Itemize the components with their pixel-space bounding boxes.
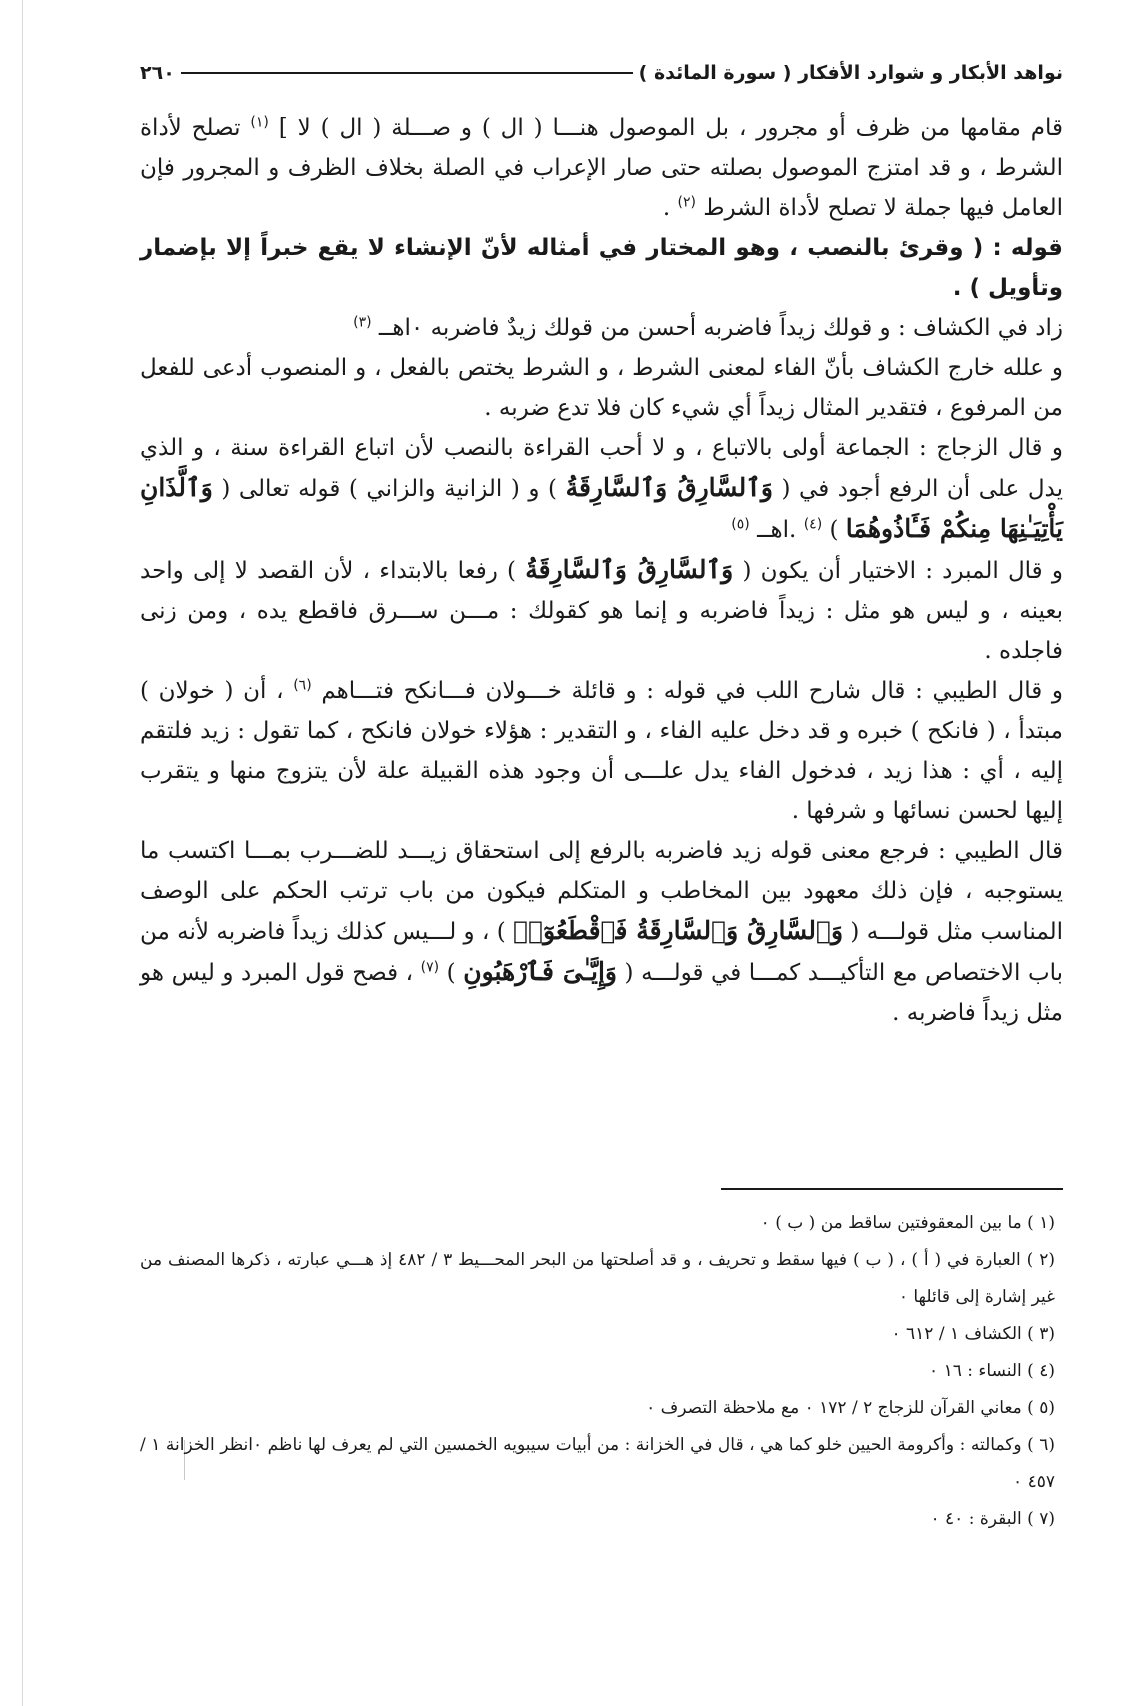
- header-title: نواهد الأبكار و شوارد الأفكار ( سورة المائدة ): [638, 62, 1063, 84]
- quran-verse: وَإِيَّـٰىَ فَٱرْهَبُونِ: [463, 957, 617, 986]
- body-text: [140, 108, 1063, 1033]
- footnote-separator: [721, 1188, 1063, 1190]
- paragraph-3: زاد في الكشاف : و قولك زيداً فاضربه أحسن من قولك زيدٌ فاضربه ٠اهــ $^{(٣)}$: [353, 314, 1063, 341]
- footnote-ref-1: (١): [250, 114, 269, 131]
- footnote-ref-4: (٤): [803, 516, 823, 533]
- paragraph-7: و قال الطيبي : قال شارح اللب في قوله : و قائلة خـــولان فـــانكح فتـــاهم $^{(٦)}$ ، أن ( خولان ) مبتدأ ، ( فانكح ) خبره و قد دخل عليه الفاء ، و التقدير : هؤلاء خولان فانكح ، كما تقول : زيد فلتقم إليه ، أي : هذا زيد ، فدخول الفاء يدل علـــى أن وجود هذه القبيلة علة لأن يتزوج منها و يتقرب إليها لحسن نسائها و شرفها .: [140, 677, 1064, 824]
- footnote-7: (٧ ) البقرة : ٤٠ ٠: [930, 1509, 1055, 1529]
- footnote-ref-6: (٦): [293, 677, 312, 694]
- scan-edge-line: [22, 0, 23, 1706]
- footnote-ref-5: (٥): [731, 516, 750, 533]
- footnote-6: (٦ ) وكمالته : وأكرومة الحيين خلو كما هي ، قال في الخزانة : من أبيات سيبويه الخمسين التي لم يعرف لها ناظم ٠انظر الخزانة ١ / ٤٥٧ ٠: [140, 1435, 1055, 1492]
- footnote-4: (٤ ) النساء : ١٦ ٠: [929, 1361, 1055, 1381]
- footnote-3: (٣ ) الكشاف ١ / ٦١٢ ٠: [891, 1324, 1055, 1344]
- footnote-2: (٢ ) العبارة في ( أ ) ، ( ب ) فيها سقط و تحريف ، و قد أصلحتها من البحر المحـــيط ٣ / ٤٨٢ إذ هـــي عبارته ، ذكرها المصنف من غير إشارة إلى قائلها ٠: [140, 1250, 1055, 1307]
- footnote-1: (١ ) ما بين المعقوفتين ساقط من ( ب ) ٠: [760, 1213, 1055, 1233]
- quran-verse: وَٱلسَّارِقُ وَٱلسَّارِقَةُ: [525, 555, 734, 584]
- quran-verse: وَٱلسَّارِقُ وَٱلسَّارِقَةُ: [565, 473, 773, 502]
- footnotes: [140, 1205, 1055, 1538]
- footnote-5: (٥ ) معاني القرآن للزجاج ٢ / ١٧٢ ٠ مع ملاحظة التصرف ٠: [646, 1398, 1055, 1418]
- header-rule: [181, 72, 633, 74]
- paragraph-1: قام مقامها من ظرف أو مجرور ، بل الموصول هنـــا ( ال ) و صـــلة ( ال ) لا ] $^{(١)}$ تصلح لأداة الشرط ، و قد امتزج الموصول بصلته حتى صار الإعراب في الصلة بخلاف الظرف و المجرور فإن العامل فيها جملة لا تصلح لأداة الشرط $^{(٢)}$ .: [140, 114, 1064, 221]
- footnote-ref-3: (٣): [353, 314, 372, 331]
- footnote-ref-7: (٧): [420, 959, 440, 976]
- paragraph-6: و قال المبرد : الاختيار أن يكون ( وَٱلسَّارِقُ وَٱلسَّارِقَةُ ) رفعا بالابتداء ، لأن القصد لا إلى واحد بعينه ، و ليس هو مثل : زيداً فاضربه و إنما هو كقولك : مـــن ســـرق فاقطع يده ، ومن زنى فاجلده .: [140, 555, 1063, 664]
- paragraph-8: قال الطيبي : فرجع معنى قوله زيد فاضربه بالرفع إلى استحقاق زيـــد للضـــرب بمـــا اكتسب ما يستوجبه ، فإن ذلك معهود بين المخاطب و المتكلم فيكون من باب ترتب الحكم على الوصف المناسب مثل قولـــه ( وَٱلسَّارِقُ وَٱلسَّارِقَةُ فَٱقْطَعُوٓا۟ ) ، و لـــيس كذلك زيداً فاضربه لأنه من باب الاختصاص مع التأكيـــد كمـــا في قولـــه ( وَإِيَّـٰىَ فَٱرْهَبُونِ ) $^{(٧)}$ ، فصح قول المبرد و ليس هو مثل زيداً فاضربه .: [140, 838, 1064, 1026]
- quran-verse: وَٱلَّذَانِ يَأْتِيَـٰنِهَا مِنكُمْ فَـَٔاذُوهُمَا: [140, 473, 1063, 543]
- page-number: ٢٦٠: [140, 62, 175, 84]
- footnote-ref-2: (٢): [677, 194, 696, 211]
- paragraph-2-quote: قوله : ( وقرئ بالنصب ، وهو المختار في أمثاله لأنّ الإنشاء لا يقع خبراً إلا بإضمار وتأويل ) .: [140, 235, 1063, 301]
- running-header: [140, 58, 1063, 88]
- quran-verse: وَٱلسَّارِقُ وَٱلسَّارِقَةُ فَٱقْطَعُوٓا۟: [513, 916, 844, 945]
- paragraph-5: و قال الزجاج : الجماعة أولى بالاتباع ، و لا أحب القراءة بالنصب لأن اتباع القراءة سنة ، و الذي يدل على أن الرفع أجود في ( وَٱلسَّارِقُ وَٱلسَّارِقَةُ ) و ( الزانية والزاني ) قوله تعالى ( وَٱلَّذَانِ يَأْتِيَـٰنِهَا مِنكُمْ فَـَٔاذُوهُمَا ) $^{(٤)}$ .اهــ $^{(٥)}$: [140, 435, 1064, 543]
- paragraph-4: و علله خارج الكشاف بأنّ الفاء لمعنى الشرط ، و الشرط يختص بالفعل ، و المنصوب أدعى للفعل من المرفوع ، فتقدير المثال زيداً أي شيء كان فلا تدع ضربه .: [140, 355, 1063, 421]
